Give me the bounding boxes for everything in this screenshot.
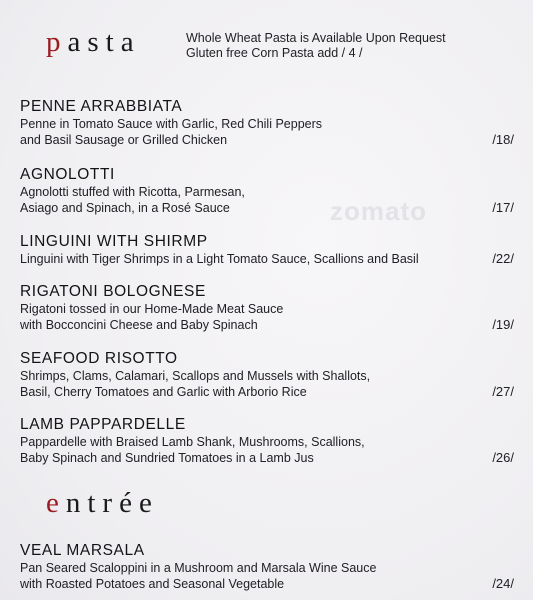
pasta-note-whole-wheat: Whole Wheat Pasta is Available Upon Request: [186, 31, 446, 45]
menu-item-name: SEAFOOD RISOTTO: [20, 350, 178, 367]
menu-item-price: /19/: [492, 317, 514, 332]
menu-item-price: /22/: [492, 251, 514, 266]
menu-item-price: /17/: [492, 200, 514, 215]
menu-item-desc: Baby Spinach and Sundried Tomatoes in a Lamb Jus: [20, 451, 314, 465]
pasta-note-gluten-free: Gluten free Corn Pasta add / 4 /: [186, 46, 363, 60]
section-title-entree: [46, 489, 159, 518]
menu-item-desc: Asiago and Spinach, in a Rosé Sauce: [20, 201, 230, 215]
menu-item-name: AGNOLOTTI: [20, 166, 115, 183]
menu-item-desc: Agnolotti stuffed with Ricotta, Parmesan,: [20, 185, 245, 199]
menu-item-agnolotti: [20, 166, 520, 216]
menu-item-lamb-pappardelle: [20, 416, 520, 466]
watermark: zomato: [330, 196, 427, 226]
menu-item-seafood-risotto: [20, 350, 520, 400]
menu-item-desc: Pan Seared Scaloppini in a Mushroom and Marsala Wine Sauce: [20, 561, 377, 575]
menu-item-desc: and Basil Sausage or Grilled Chicken: [20, 133, 228, 147]
menu-item-desc: with Roasted Potatoes and Seasonal Vegetable: [20, 577, 285, 591]
menu-item-linguini-with-shirmp: [20, 233, 520, 267]
menu-item-rigatoni-bolognese: [20, 283, 520, 333]
menu-item-price: /26/: [492, 450, 514, 465]
menu-item-veal-marsala: [20, 542, 520, 592]
menu-item-name: RIGATONI BOLOGNESE: [20, 283, 206, 300]
section-title-entree-initial: e: [46, 487, 66, 519]
menu-item-penne-arrabbiata: [20, 98, 520, 148]
section-title-pasta-initial: p: [46, 26, 68, 58]
menu-item-desc: Penne in Tomato Sauce with Garlic, Red Chili Peppers: [20, 117, 323, 131]
menu-item-desc: Linguini with Tiger Shrimps in a Light Tomato Sauce, Scallions and Basil: [20, 252, 419, 266]
section-title-pasta-rest: asta: [67, 26, 141, 58]
menu-item-name: LAMB PAPPARDELLE: [20, 416, 186, 433]
menu-item-desc: Shrimps, Clams, Calamari, Scallops and Mussels with Shallots,: [20, 369, 371, 383]
menu-item-name: PENNE ARRABBIATA: [20, 98, 183, 115]
menu-item-name: VEAL MARSALA: [20, 542, 145, 559]
menu-item-price: /27/: [492, 384, 514, 399]
menu-item-desc: Rigatoni tossed in our Home-Made Meat Sauce: [20, 302, 284, 316]
pasta-notes: [186, 31, 446, 61]
section-title-pasta: [46, 28, 141, 57]
section-title-entree-rest: ntrée: [65, 487, 159, 519]
menu-item-desc: with Bocconcini Cheese and Baby Spinach: [20, 318, 258, 332]
menu-item-name: LINGUINI WITH SHIRMP: [20, 233, 208, 250]
menu-item-desc: Pappardelle with Braised Lamb Shank, Mushrooms, Scallions,: [20, 435, 365, 449]
menu-item-price: /18/: [492, 132, 514, 147]
menu-item-desc: Basil, Cherry Tomatoes and Garlic with Arborio Rice: [20, 385, 307, 399]
menu-item-price: /24/: [492, 576, 514, 591]
